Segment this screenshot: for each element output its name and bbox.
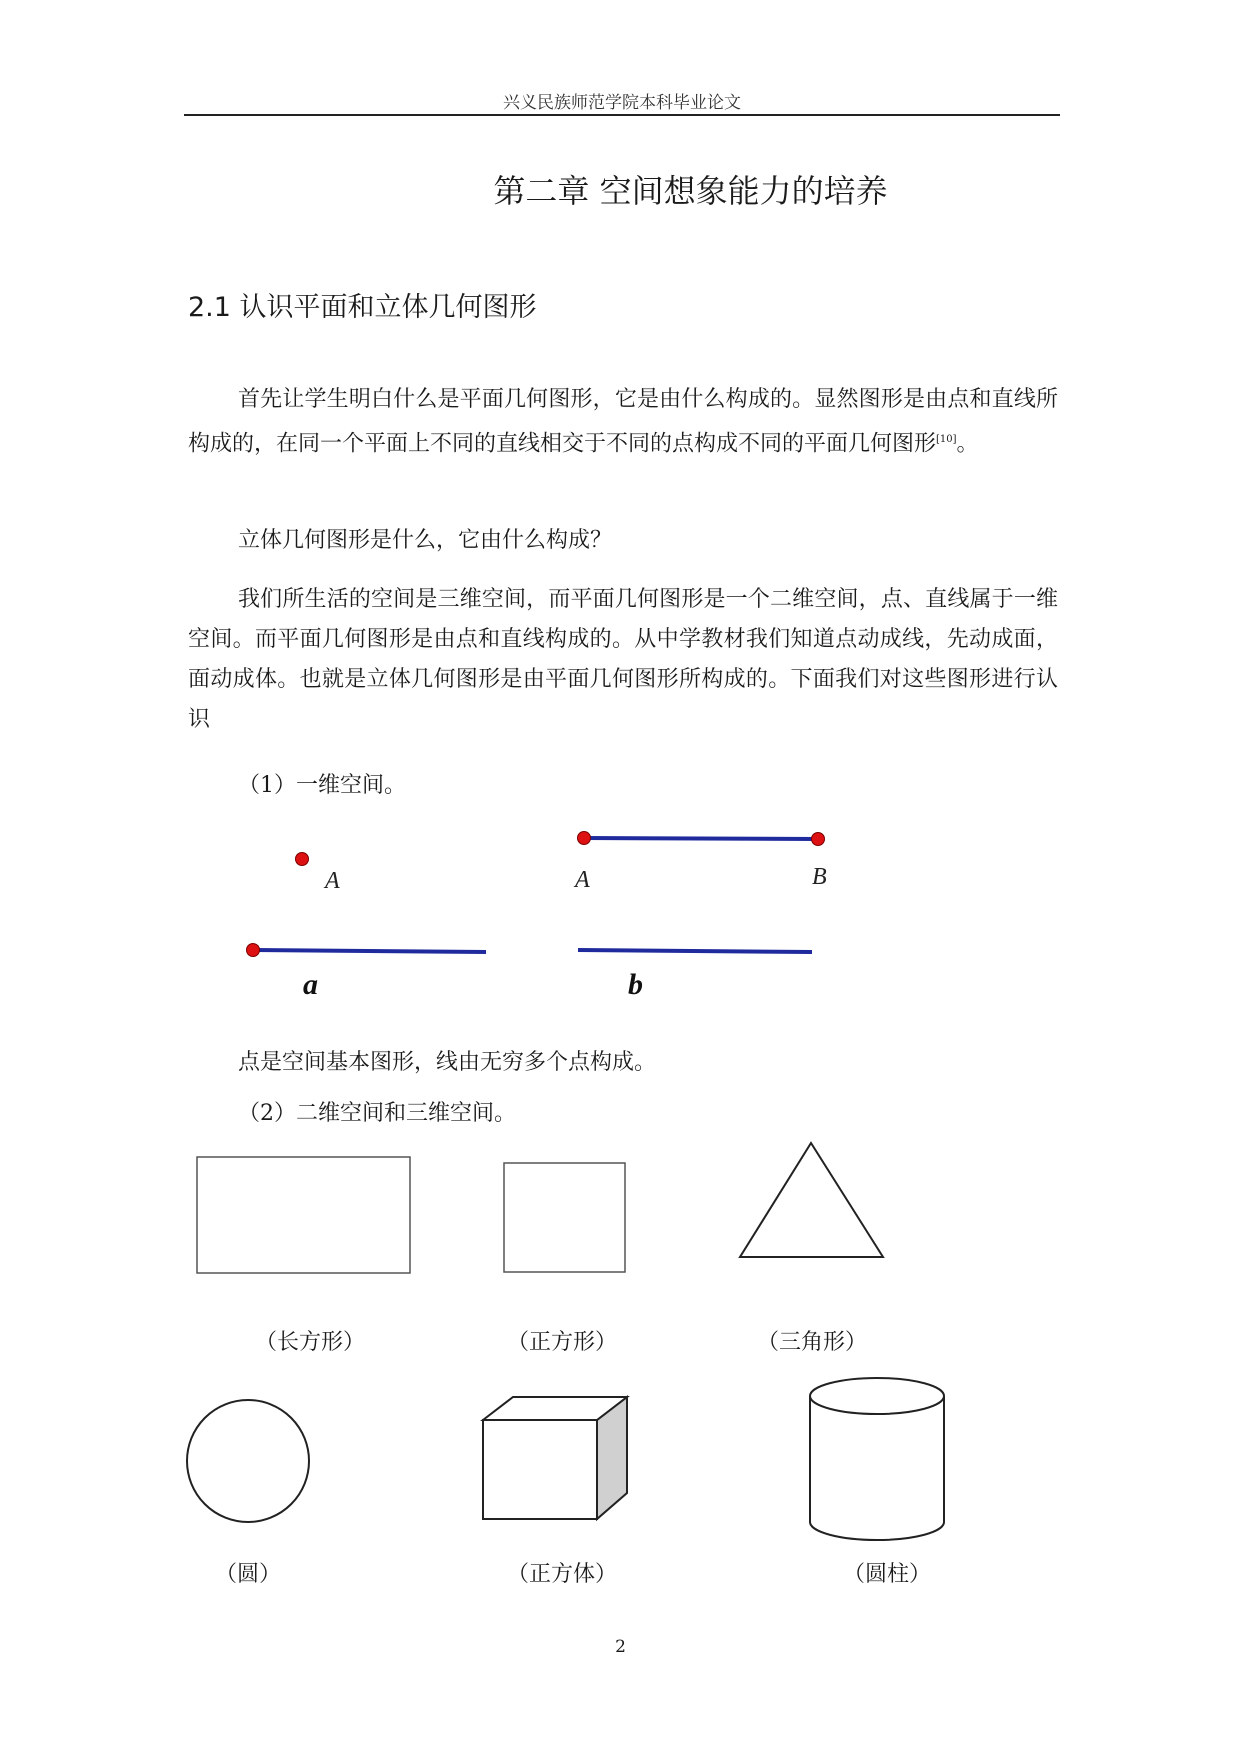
paragraph-space: 我们所生活的空间是三维空间，而平面几何图形是一个二维空间，点、直线属于一维空间。而平面几何图形是由点和直线构成的。从中学教材我们知道点动成线，先动成面，面动成体。也就是立体几何图形是由平面几何图形所构成的。下面我们对这些图形进行认识	[188, 587, 1058, 732]
caption-cylinder: （圆柱）	[843, 1562, 932, 1587]
item-two-three-dimension: （2）二维空间和三维空间。	[238, 1101, 516, 1126]
line-label: b	[628, 968, 643, 1001]
paragraph-intro-end: 。	[956, 431, 979, 457]
circle-shape	[187, 1400, 309, 1522]
square-shape	[504, 1163, 625, 1272]
caption-circle: （圆）	[215, 1562, 282, 1587]
segment-label-b: B	[812, 864, 827, 890]
section-title: 2.1 认识平面和立体几何图形	[188, 292, 537, 323]
paragraph-question: 立体几何图形是什么，它由什么构成？	[238, 528, 613, 553]
paragraph-intro-text: 首先让学生明白什么是平面几何图形，它是由什么构成的。显然图形是由点和直线所构成的，在同一个平面上不同的直线相交于不同的点构成不同的平面几何图形	[188, 387, 1058, 457]
ray-label: a	[303, 968, 318, 1001]
rectangle-shape	[197, 1157, 410, 1273]
paragraph-point-line: 点是空间基本图形，线由无穷多个点构成。	[238, 1050, 657, 1075]
caption-cube: （正方体）	[507, 1562, 618, 1587]
segment-label-a: A	[575, 867, 590, 893]
cylinder-shape	[810, 1378, 944, 1540]
caption-rectangle: （长方形）	[255, 1330, 366, 1355]
item-one-dimension: （1）一维空间。	[238, 773, 406, 798]
page-header: 兴义民族师范学院本科毕业论文	[503, 93, 741, 113]
cube-shape	[483, 1397, 627, 1519]
point-a-label: A	[325, 868, 340, 894]
caption-square: （正方形）	[507, 1330, 618, 1355]
chapter-title: 第二章 空间想象能力的培养	[493, 172, 888, 210]
caption-triangle: （三角形）	[757, 1330, 868, 1355]
citation-ref[interactable]: [10]	[936, 434, 957, 445]
page-number: 2	[615, 1637, 626, 1657]
triangle-shape	[740, 1143, 883, 1257]
